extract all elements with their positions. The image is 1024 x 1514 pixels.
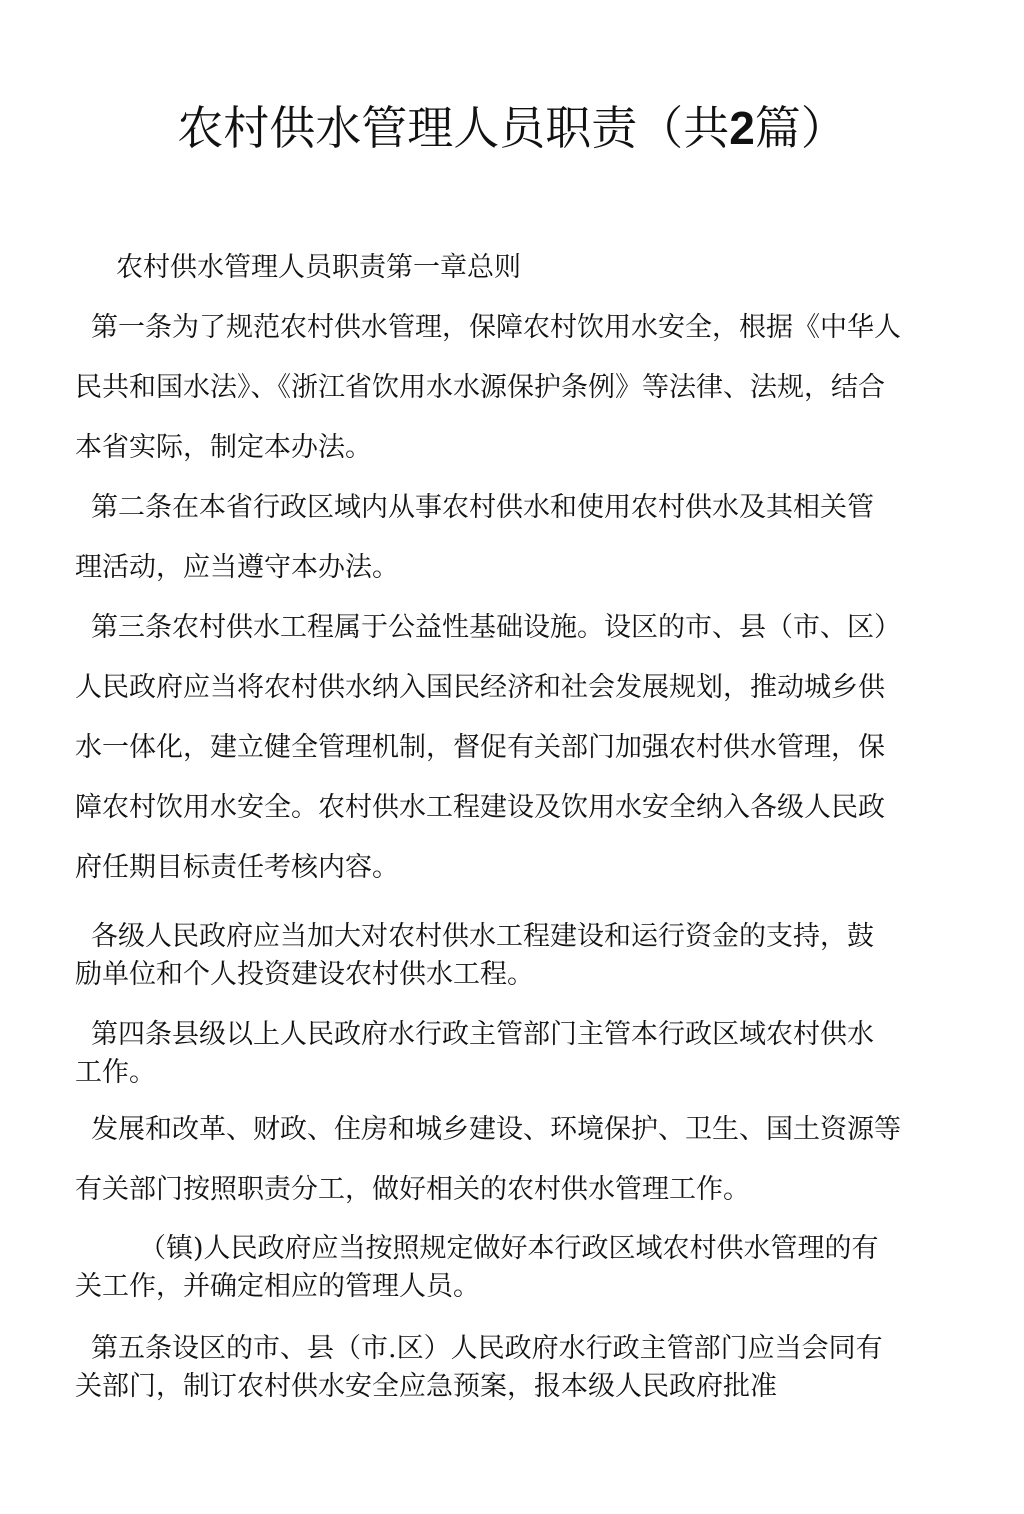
paragraph-article-4: 第四条县级以上人民政府水行政主管部门主管本行政区域农村供水工作。: [75, 1019, 874, 1088]
title-number: 2: [729, 102, 755, 154]
paragraph-article-1: 第一条为了规范农村供水管理，保障农村饮用水安全，根据《中华人民共和国水法》、《浙江省饮用水水源保护条例》等法律、法规，结合本省实际，制定本办法。: [75, 312, 901, 463]
document-title: [0, 96, 1024, 160]
title-prefix: 农村供水管理人员职责（共: [177, 101, 730, 155]
paragraph-departments: 发展和改革、财政、住房和城乡建设、环境保护、卫生、国土资源等有关部门按照职责分工，做好相关的农村供水管理工作。: [75, 1114, 901, 1205]
paragraph-article-5: 第五条设区的市、县（市.区）人民政府水行政主管部门应当会同有关部门，制订农村供水安全应急预案，报本级人民政府批准: [75, 1333, 883, 1402]
title-suffix: 篇）: [754, 101, 847, 155]
paragraph-township: （镇)人民政府应当按照规定做好本行政区域农村供水管理的有关工作，并确定相应的管理人员。: [75, 1233, 879, 1302]
paragraph-article-2: 第二条在本省行政区域内从事农村供水和使用农村供水及其相关管理活动，应当遵守本办法。: [75, 492, 874, 583]
paragraph-chapter-heading: 农村供水管理人员职责第一章总则: [116, 252, 521, 283]
paragraph-funding: 各级人民政府应当加大对农村供水工程建设和运行资金的支持，鼓励单位和个人投资建设农村供水工程。: [75, 921, 874, 990]
paragraph-article-3: 第三条农村供水工程属于公益性基础设施。设区的市、县（市、区）人民政府应当将农村供水纳入国民经济和社会发展规划，推动城乡供水一体化，建立健全管理机制，督促有关部门加强农村供水管理，保障农村饮用水安全。农村供水工程建设及饮用水安全纳入各级人民政府任期目标责任考核内容。: [75, 612, 888, 883]
